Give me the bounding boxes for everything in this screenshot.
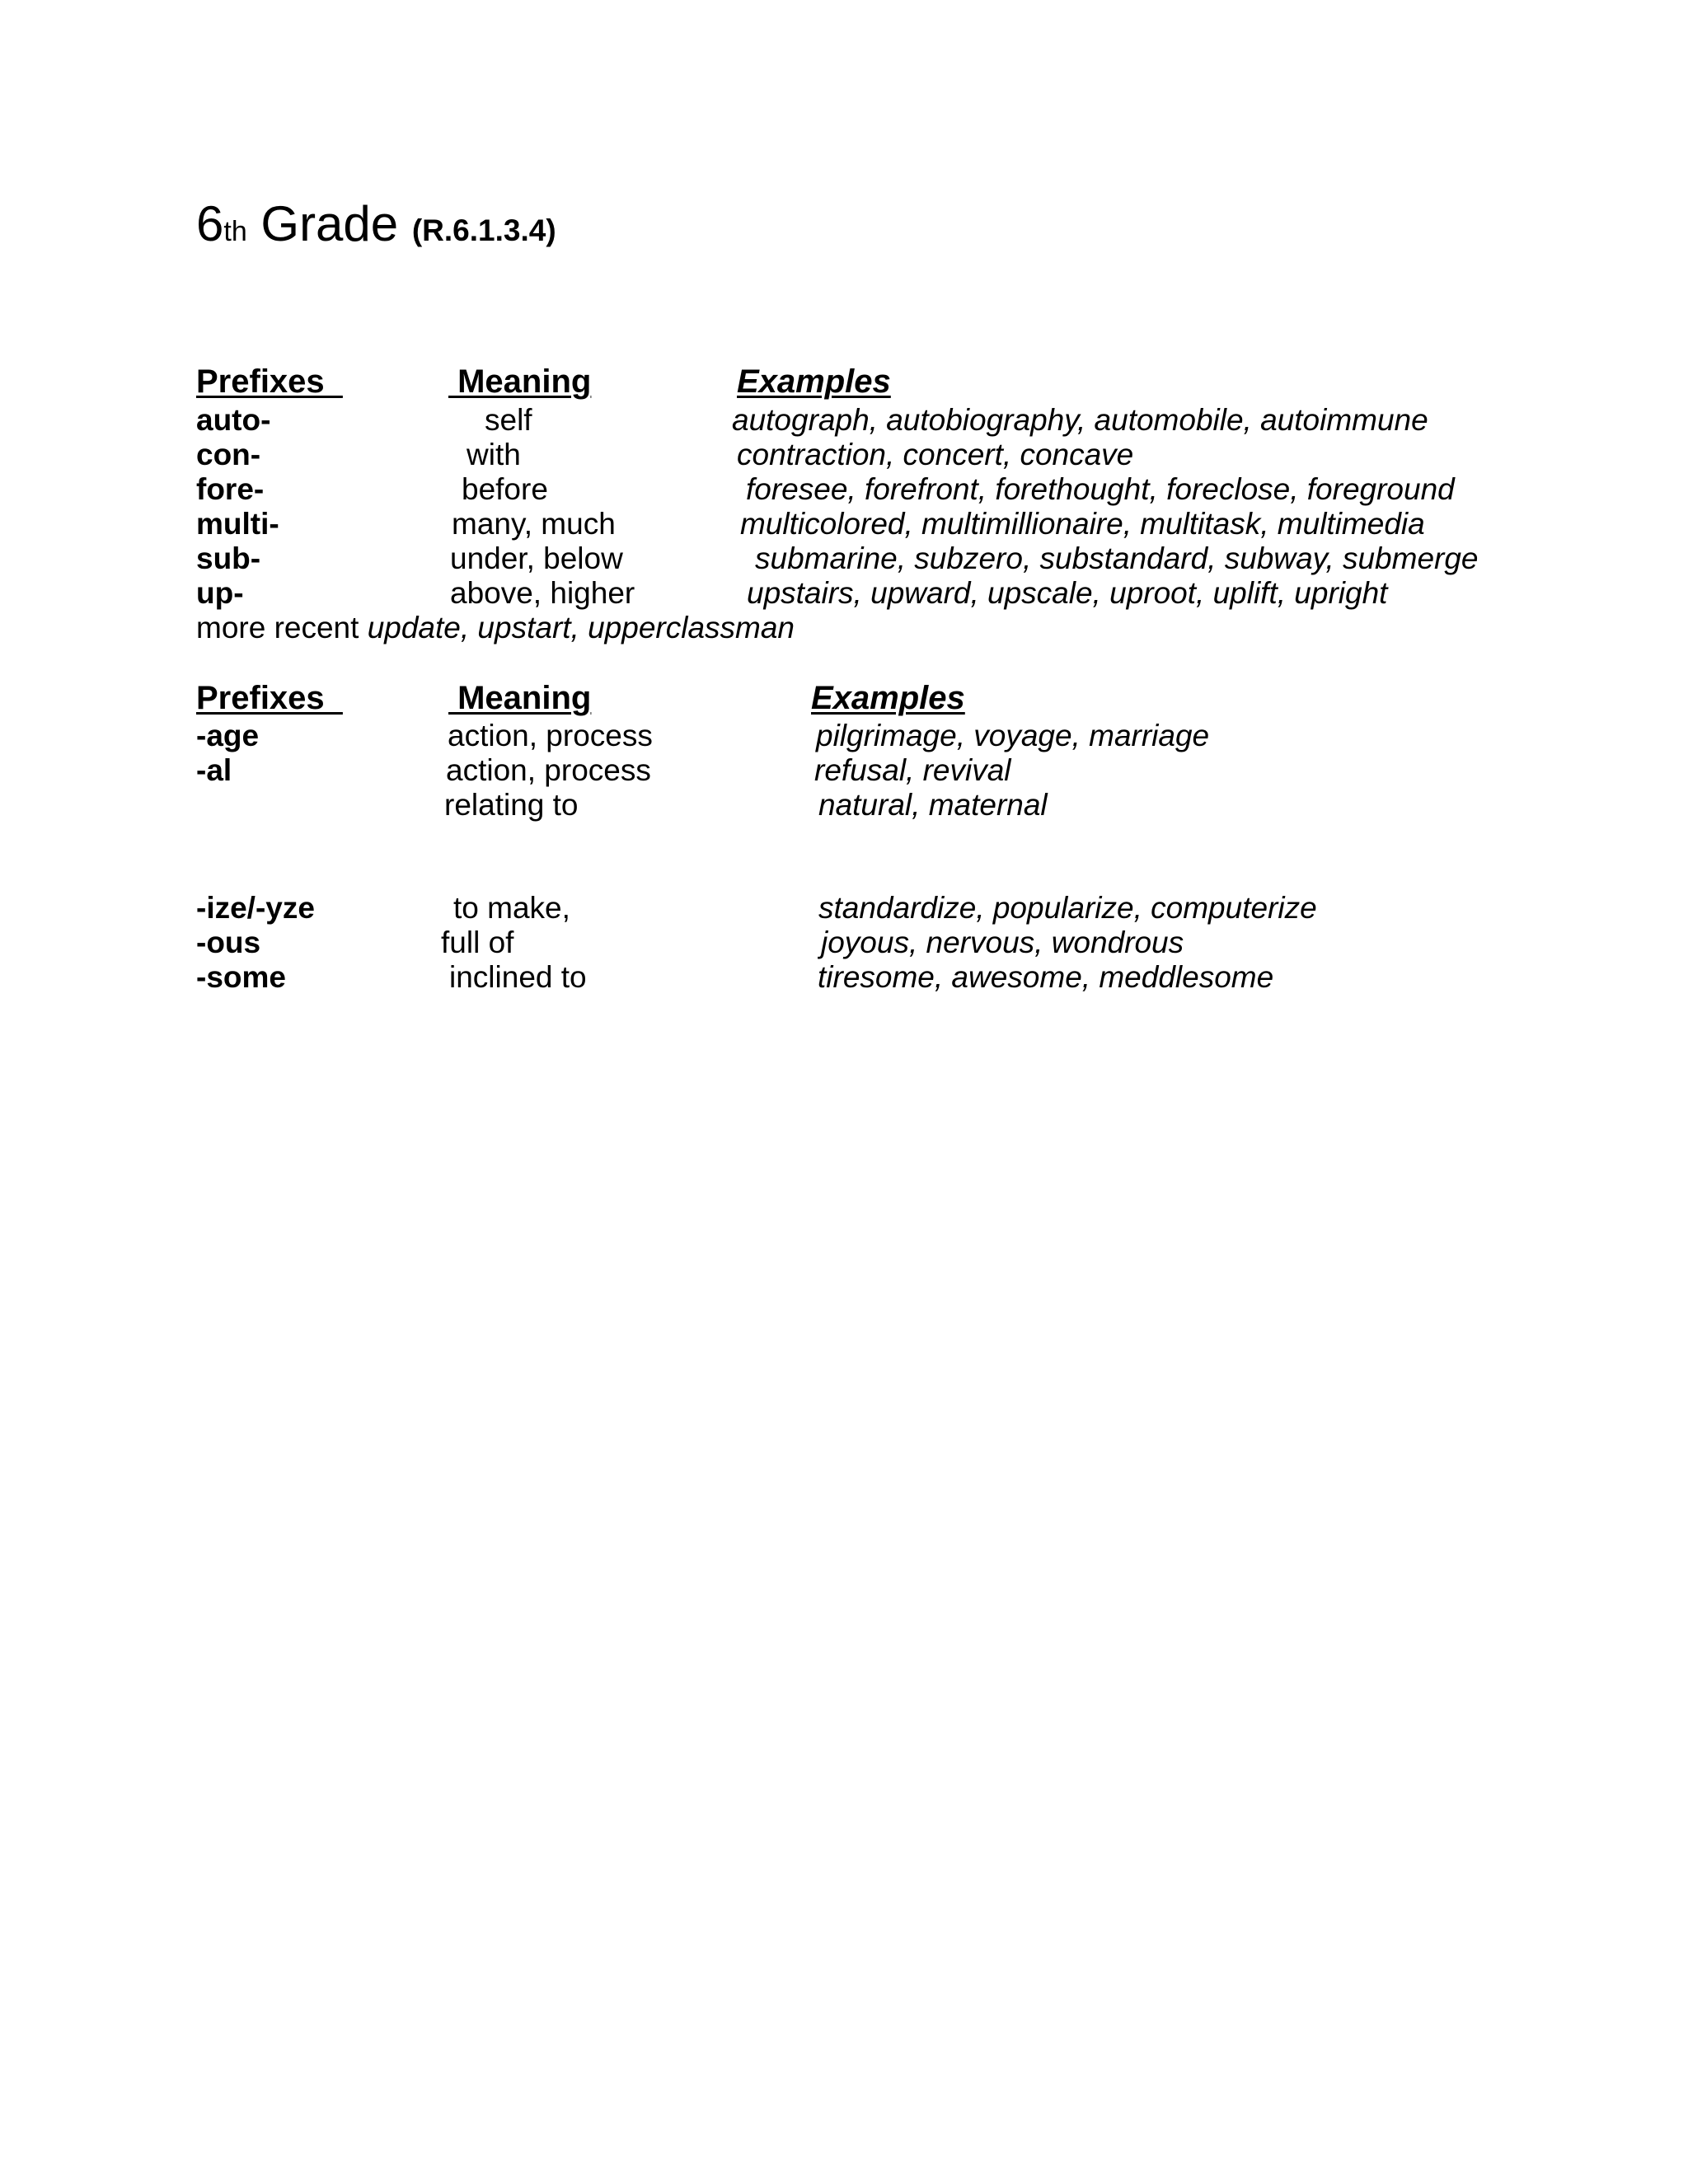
suffix-meaning: full of xyxy=(441,926,514,959)
suffix-examples: pilgrimage, voyage, marriage xyxy=(816,719,1210,752)
prefix-affix: up- xyxy=(196,576,244,610)
prefix-examples: contraction, concert, concave xyxy=(737,438,1134,471)
prefix-meaning: many, much xyxy=(452,507,616,541)
prefix-affix: multi- xyxy=(196,507,279,541)
grade-word: Grade xyxy=(260,196,399,251)
suffix-affix: -age xyxy=(196,719,260,752)
more-recent-note xyxy=(196,611,795,645)
note-examples: update, upstart, upperclassman xyxy=(367,611,795,644)
standard-code: (R.6.1.3.4) xyxy=(411,213,556,247)
section2-header-meaning: Meaning xyxy=(448,680,592,716)
prefix-examples: submarine, subzero, substandard, subway, submerge xyxy=(755,541,1479,575)
suffix-meaning: relating to xyxy=(444,788,579,822)
prefix-affix: sub- xyxy=(196,541,261,575)
suffix-examples: standardize, popularize, computerize xyxy=(818,891,1317,925)
suffix-examples: refusal, revival xyxy=(814,753,1011,787)
prefix-affix: auto- xyxy=(196,403,271,437)
grade-number: 6 xyxy=(196,196,224,251)
suffix-affix: -ize/-yze xyxy=(196,891,315,925)
prefix-meaning: above, higher xyxy=(450,576,635,610)
suffix-affix: -some xyxy=(196,960,286,994)
prefix-affix: fore- xyxy=(196,472,265,506)
note-label: more recent xyxy=(196,611,368,644)
prefix-meaning: under, below xyxy=(450,541,623,575)
prefix-examples: foresee, forefront, forethought, foreclose, foreground xyxy=(746,472,1455,506)
suffix-affix: -al xyxy=(196,753,232,787)
section1-header-examples: Examples xyxy=(737,363,891,400)
page-title xyxy=(196,191,556,265)
prefix-examples: multicolored, multimillionaire, multitask, multimedia xyxy=(740,507,1425,541)
suffix-affix: -ous xyxy=(196,926,261,959)
prefix-meaning: before xyxy=(462,472,548,506)
section2-header-examples: Examples xyxy=(811,680,965,716)
grade-suffix: th xyxy=(223,216,247,247)
suffix-examples: natural, maternal xyxy=(818,788,1048,822)
suffix-meaning: action, process xyxy=(448,719,653,752)
prefix-examples: upstairs, upward, upscale, uproot, uplift, upright xyxy=(747,576,1388,610)
prefix-meaning: self xyxy=(485,403,532,437)
suffix-meaning: inclined to xyxy=(449,960,587,994)
suffix-meaning: to make, xyxy=(453,891,570,925)
suffix-meaning: action, process xyxy=(446,753,651,787)
suffix-examples: joyous, nervous, wondrous xyxy=(821,926,1184,959)
prefix-affix: con- xyxy=(196,438,261,471)
section1-header-meaning: Meaning xyxy=(448,363,592,400)
section2-header-prefixes: Prefixes xyxy=(196,680,343,716)
prefix-meaning: with xyxy=(467,438,521,471)
suffix-examples: tiresome, awesome, meddlesome xyxy=(818,960,1274,994)
section1-header-prefixes: Prefixes xyxy=(196,363,343,400)
prefix-examples: autograph, autobiography, automobile, autoimmune xyxy=(732,403,1428,437)
